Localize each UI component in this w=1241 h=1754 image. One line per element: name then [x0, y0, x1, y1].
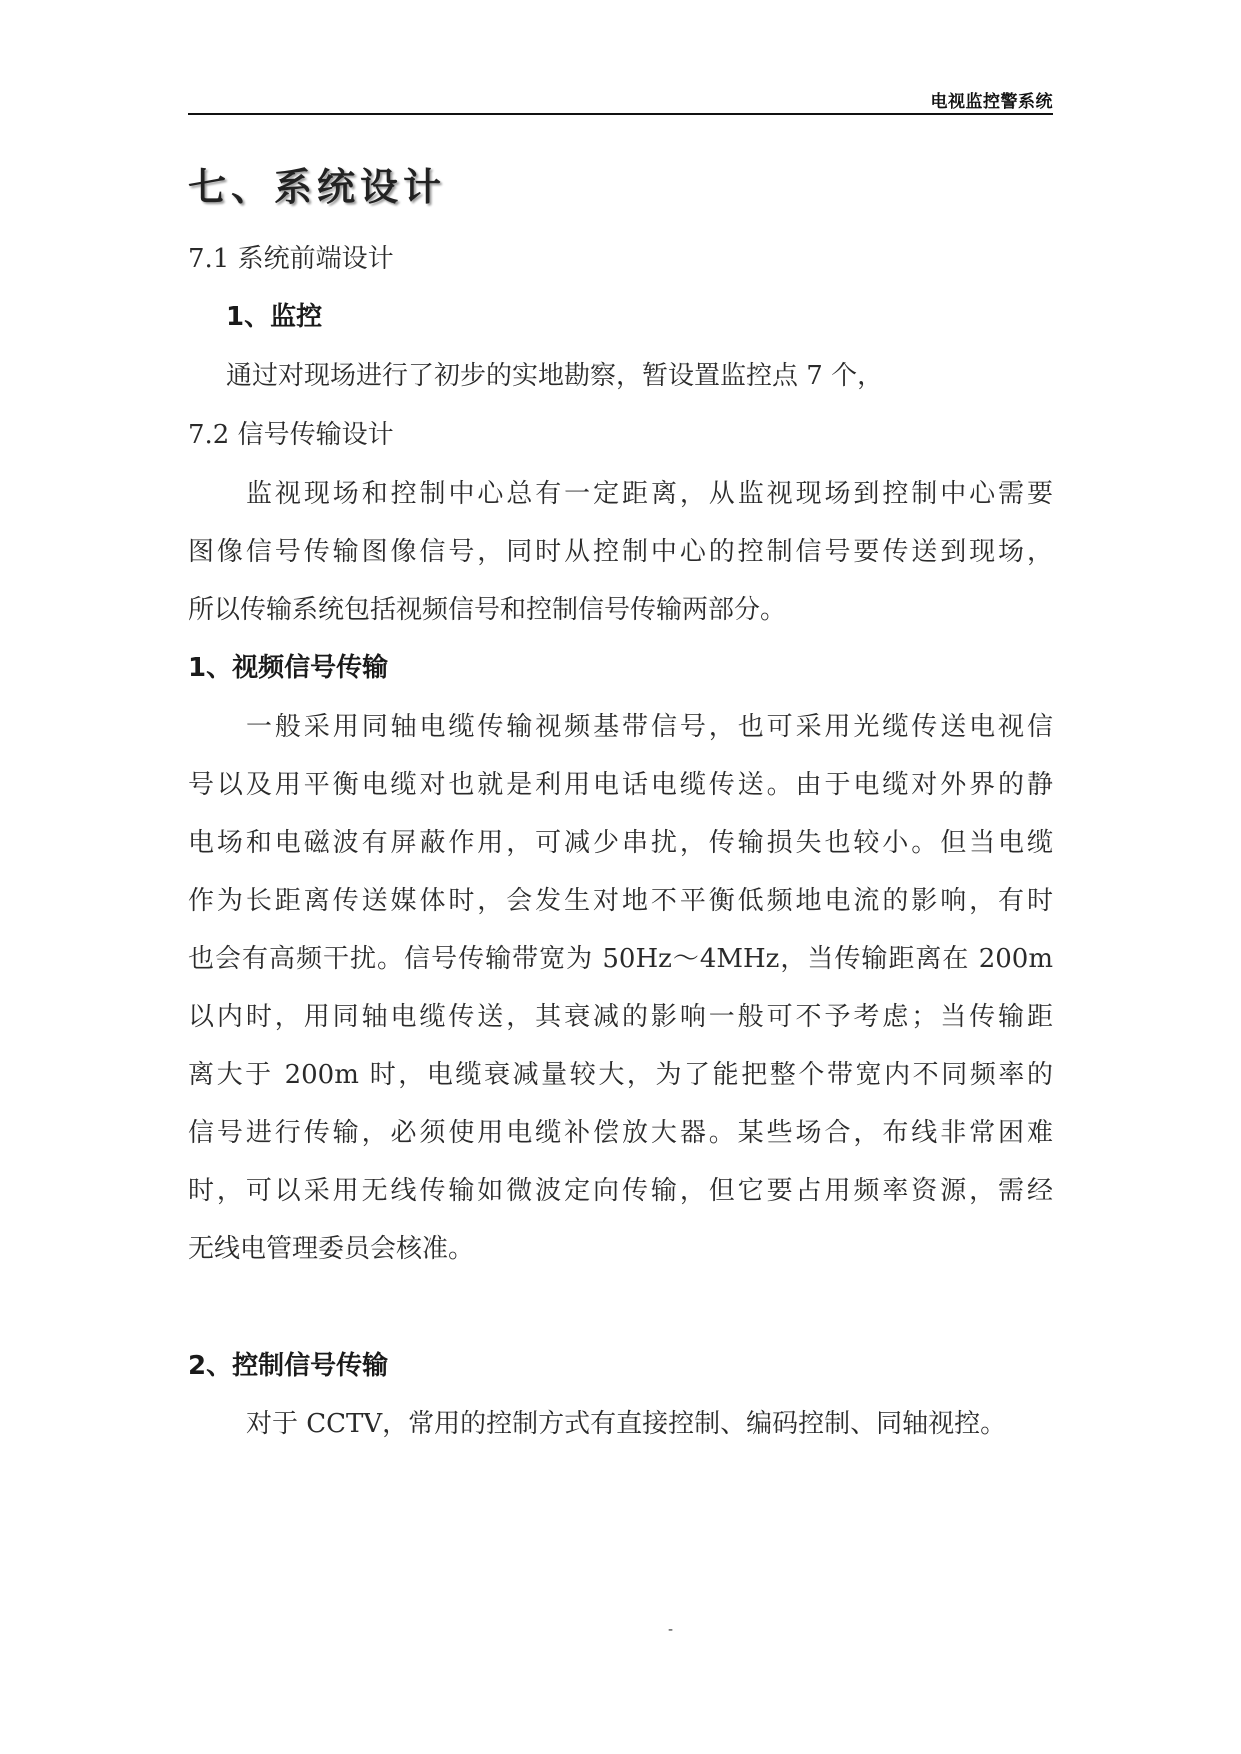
- paragraph-line: 号以及用平衡电缆对也就是利用电话电缆传送。由于电缆对外界的静: [188, 770, 1053, 800]
- chapter-title: 七、系统设计: [188, 164, 447, 209]
- paragraph-line: 一般采用同轴电缆传输视频基带信号，也可采用光缆传送电视信: [246, 712, 1053, 742]
- paragraph-line: 时，可以采用无线传输如微波定向传输，但它要占用频率资源，需经: [188, 1176, 1053, 1206]
- paragraph-line: 图像信号传输图像信号，同时从控制中心的控制信号要传送到现场，: [188, 537, 1053, 567]
- paragraph-line: 信号进行传输，必须使用电缆补偿放大器。某些场合，布线非常困难: [188, 1118, 1053, 1148]
- paragraph-line: 以内时，用同轴电缆传送，其衰减的影响一般可不予考虑；当传输距: [188, 1002, 1053, 1032]
- running-header: 电视监控警系统: [930, 92, 1053, 112]
- paragraph-line: 对于 CCTV，常用的控制方式有直接控制、编码控制、同轴视控。: [246, 1409, 1007, 1439]
- paragraph-line: 通过对现场进行了初步的实地勘察，暂设置监控点 7 个，: [226, 361, 884, 391]
- paragraph-line: 监视现场和控制中心总有一定距离，从监视现场到控制中心需要: [246, 479, 1053, 509]
- paragraph-line: 作为长距离传送媒体时，会发生对地不平衡低频地电流的影响，有时: [188, 886, 1053, 916]
- subheading-control-transmission: 2、控制信号传输: [188, 1351, 389, 1381]
- paragraph-line: 所以传输系统包括视频信号和控制信号传输两部分。: [188, 595, 787, 625]
- paragraph-line: 无线电管理委员会核准。: [188, 1234, 475, 1264]
- page-footer-mark: -: [668, 1622, 674, 1638]
- subheading-monitoring: 1、监控: [226, 302, 323, 332]
- paragraph-line: 也会有高频干扰。信号传输带宽为 50Hz～4MHz，当传输距离在 200m: [188, 944, 1053, 974]
- section-heading-7-2: 7.2 信号传输设计: [188, 420, 394, 450]
- subheading-video-transmission: 1、视频信号传输: [188, 653, 389, 683]
- paragraph-line: 离大于 200m 时，电缆衰减量较大，为了能把整个带宽内不同频率的: [188, 1060, 1053, 1090]
- paragraph-line: 电场和电磁波有屏蔽作用，可减少串扰，传输损失也较小。但当电缆: [188, 828, 1053, 858]
- section-heading-7-1: 7.1 系统前端设计: [188, 244, 394, 274]
- header-rule: [188, 113, 1053, 115]
